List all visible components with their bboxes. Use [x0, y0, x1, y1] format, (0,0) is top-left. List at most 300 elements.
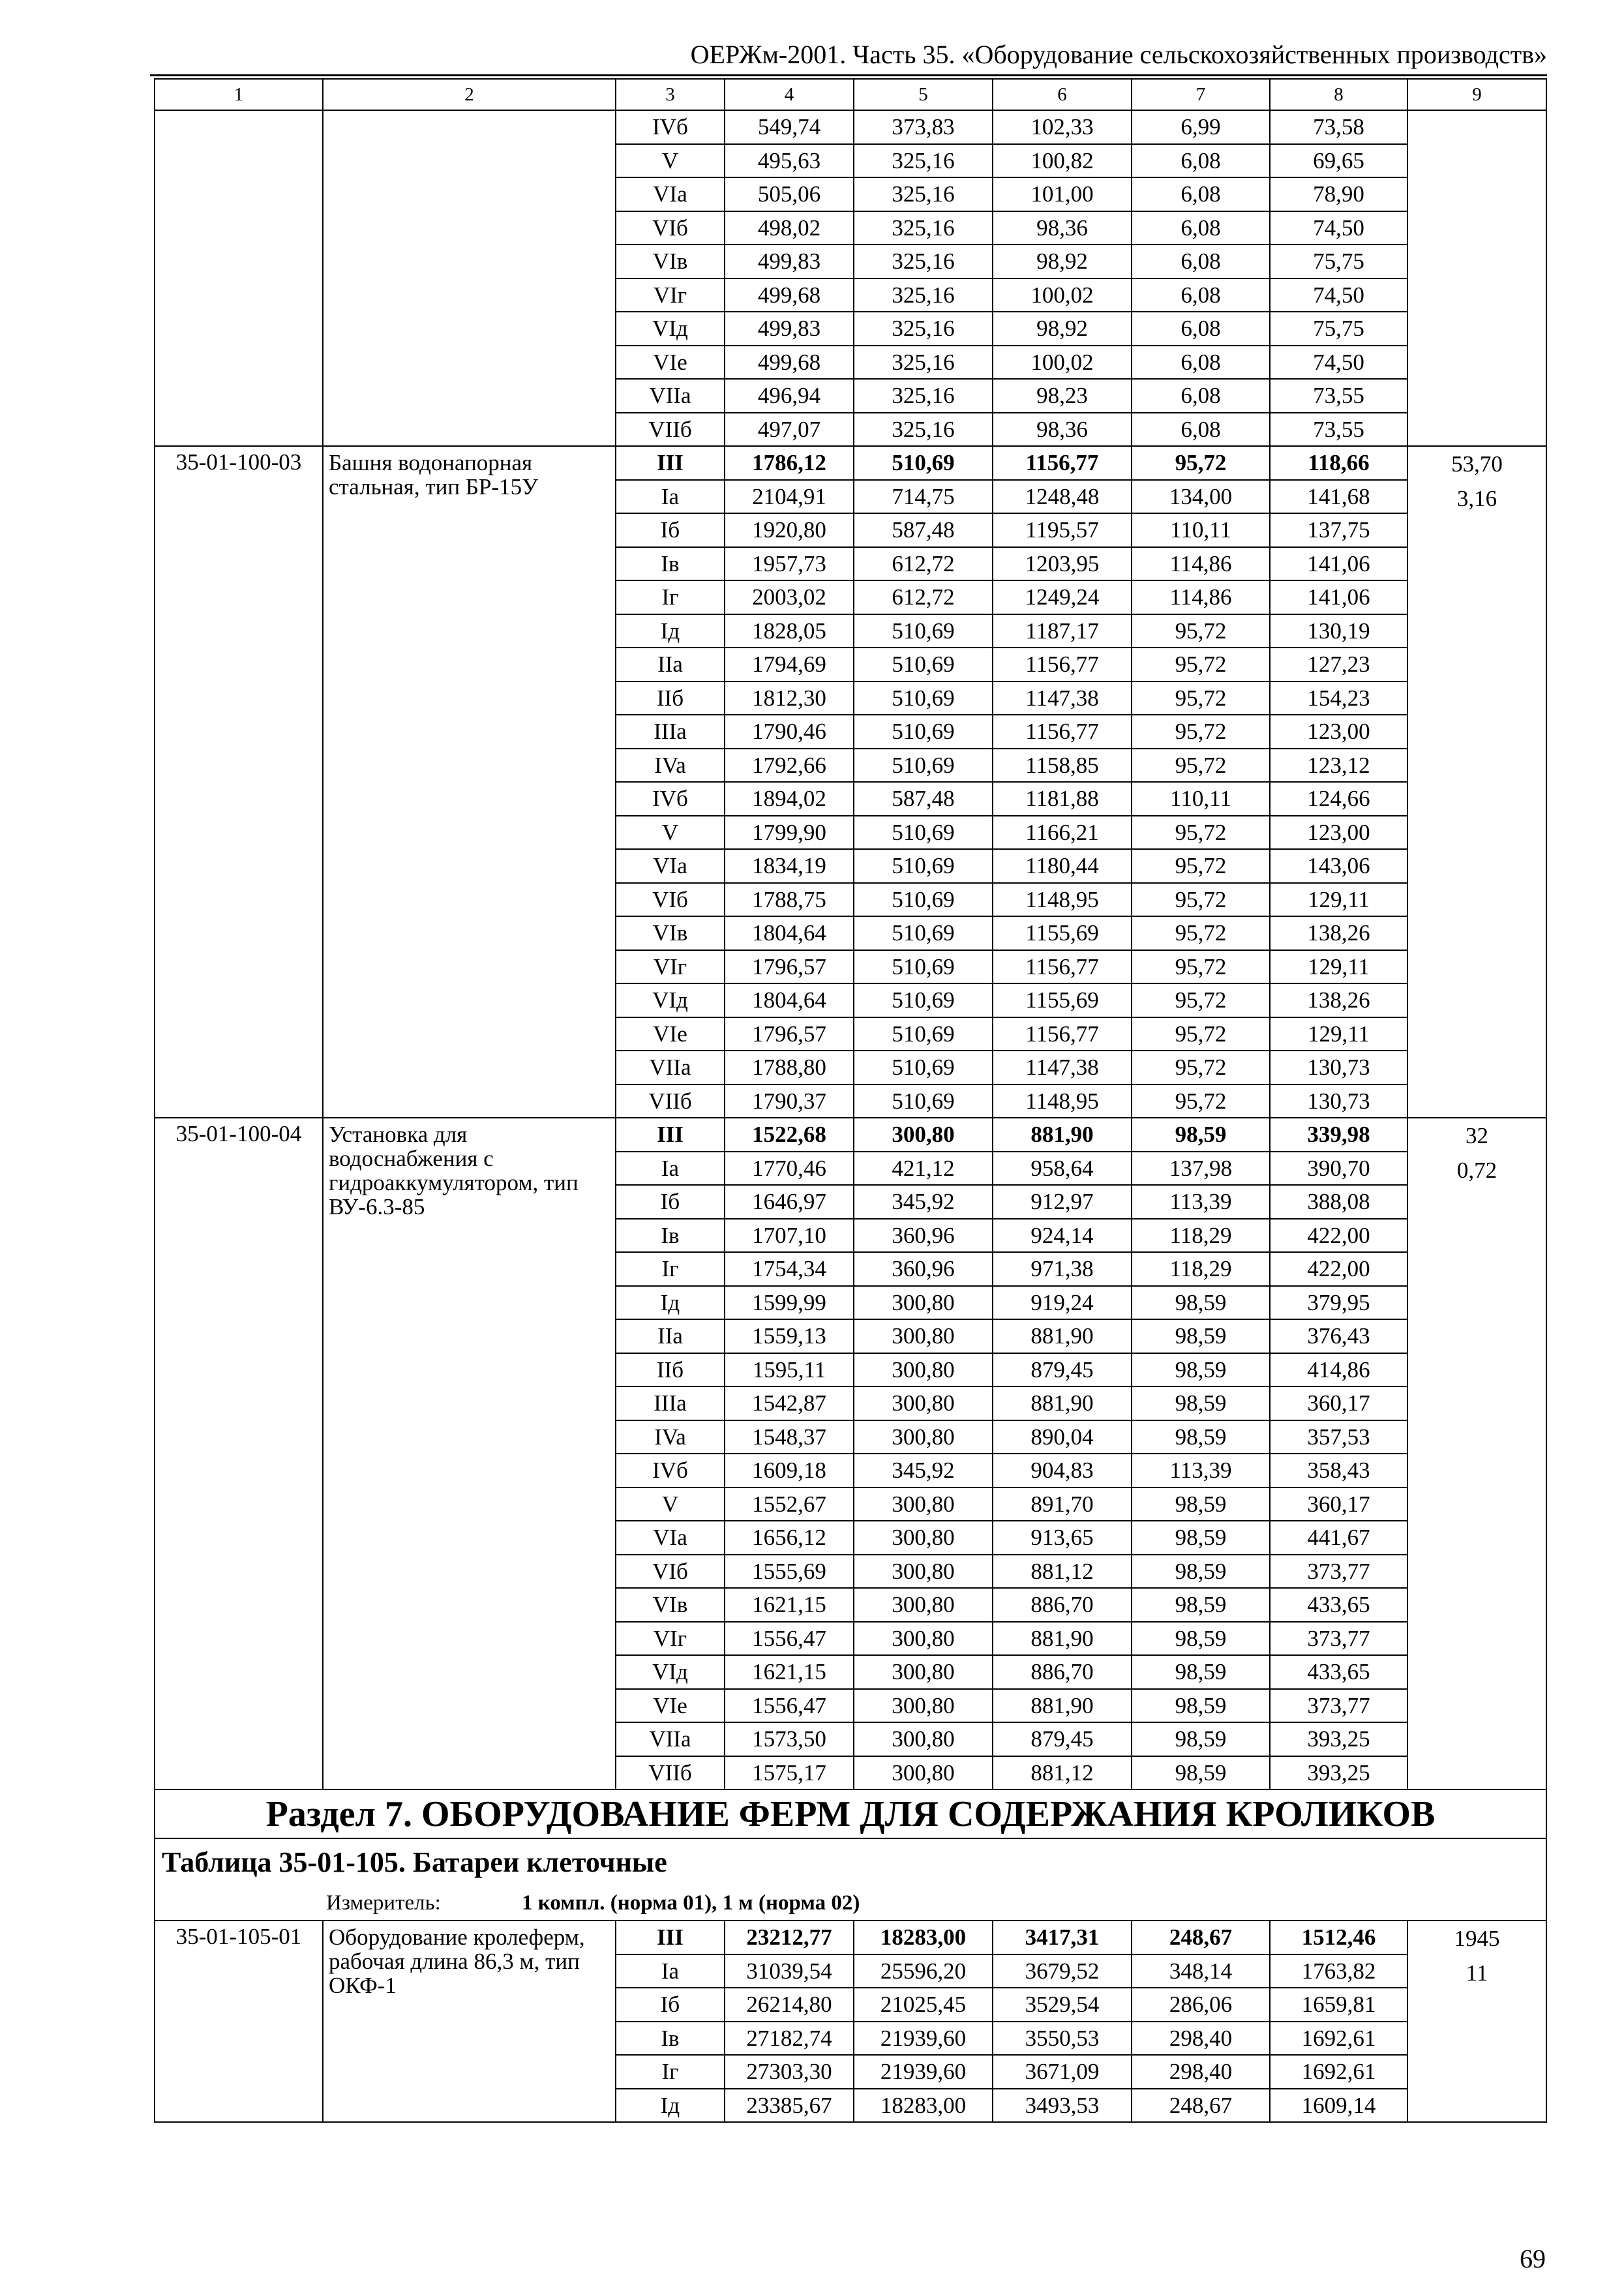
region-cell: Ia [616, 1152, 725, 1186]
item-name: Оборудование кролеферм, рабочая длина 86,3 м, тип ОКФ-1 [323, 1921, 616, 2122]
value-cell: 248,67 [1132, 1921, 1270, 1954]
value-cell: 134,00 [1132, 480, 1270, 514]
value-cell: 98,59 [1132, 1353, 1270, 1387]
value-cell: 433,65 [1270, 1588, 1407, 1622]
item-name: Установка для водоснабжения с гидроаккумулятором, тип ВУ-6.3-85 [323, 1118, 616, 1789]
value-cell: 98,36 [993, 211, 1132, 245]
value-cell: 1187,17 [993, 614, 1132, 648]
value-cell: 6,08 [1132, 346, 1270, 380]
value-cell: 129,11 [1270, 883, 1407, 917]
value-cell: 141,06 [1270, 580, 1407, 614]
value-cell: 123,00 [1270, 816, 1407, 850]
value-cell: 123,00 [1270, 715, 1407, 749]
region-cell: VIIб [616, 1756, 725, 1790]
value-cell: 300,80 [854, 1555, 993, 1589]
labor-cost-value: 32 [1466, 1123, 1488, 1148]
value-cell: 919,24 [993, 1286, 1132, 1320]
value-cell: 98,59 [1132, 1488, 1270, 1521]
value-cell: 3493,53 [993, 2089, 1132, 2123]
value-cell: 433,65 [1270, 1655, 1407, 1689]
value-cell: 879,45 [993, 1722, 1132, 1756]
region-cell: IVa [616, 1420, 725, 1454]
labor-cost-value: 53,70 [1451, 451, 1503, 477]
value-cell: 510,69 [854, 749, 993, 783]
value-cell: 881,90 [993, 1386, 1132, 1420]
value-cell: 248,67 [1132, 2089, 1270, 2123]
value-cell: 124,66 [1270, 782, 1407, 816]
value-cell: 300,80 [854, 1588, 993, 1622]
value-cell: 1796,57 [725, 1017, 854, 1051]
value-cell: 95,72 [1132, 681, 1270, 715]
region-cell: VIIб [616, 413, 725, 447]
value-cell: 496,94 [725, 379, 854, 413]
value-cell: 904,83 [993, 1454, 1132, 1488]
value-cell: 98,59 [1132, 1622, 1270, 1656]
region-cell: VIб [616, 883, 725, 917]
value-cell: 1920,80 [725, 513, 854, 547]
value-cell: 510,69 [854, 983, 993, 1017]
region-cell: IIIa [616, 1386, 725, 1420]
value-cell: 102,33 [993, 110, 1132, 144]
value-cell: 612,72 [854, 580, 993, 614]
section-row [155, 1789, 1546, 1838]
value-cell: 129,11 [1270, 950, 1407, 984]
value-cell: 881,12 [993, 1756, 1132, 1790]
region-cell: VIв [616, 916, 725, 950]
region-cell: IIб [616, 1353, 725, 1387]
region-cell: VIб [616, 1555, 725, 1589]
value-cell: 137,75 [1270, 513, 1407, 547]
labor-cost-value: 1945 [1454, 1926, 1500, 1951]
value-cell: 6,08 [1132, 278, 1270, 312]
value-cell: 587,48 [854, 782, 993, 816]
region-cell: Iб [616, 1988, 725, 2022]
value-cell: 300,80 [854, 1319, 993, 1353]
column-number: 6 [993, 79, 1132, 110]
value-cell: 881,90 [993, 1622, 1132, 1656]
value-cell: 388,08 [1270, 1185, 1407, 1219]
value-cell: 73,55 [1270, 413, 1407, 447]
value-cell: 890,04 [993, 1420, 1132, 1454]
value-cell: 1796,57 [725, 950, 854, 984]
labor-cost-sub: 11 [1466, 1960, 1488, 1986]
value-cell: 154,23 [1270, 681, 1407, 715]
value-cell: 3550,53 [993, 2022, 1132, 2056]
value-cell: 31039,54 [725, 1954, 854, 1988]
region-cell: Iв [616, 2022, 725, 2056]
value-cell: 1156,77 [993, 446, 1132, 480]
value-cell: 1555,69 [725, 1555, 854, 1589]
region-cell: IIa [616, 648, 725, 681]
value-cell: 325,16 [854, 245, 993, 278]
region-cell: IIб [616, 681, 725, 715]
region-cell: VIIa [616, 1051, 725, 1085]
value-cell: 98,59 [1132, 1386, 1270, 1420]
value-cell: 1249,24 [993, 580, 1132, 614]
value-cell: 510,69 [854, 816, 993, 850]
value-cell: 325,16 [854, 379, 993, 413]
value-cell: 98,59 [1132, 1588, 1270, 1622]
value-cell: 510,69 [854, 614, 993, 648]
value-cell: 376,43 [1270, 1319, 1407, 1353]
value-cell: 95,72 [1132, 715, 1270, 749]
value-cell: 3529,54 [993, 1988, 1132, 2022]
value-cell: 1763,82 [1270, 1954, 1407, 1988]
region-cell: Iд [616, 1286, 725, 1320]
value-cell: 95,72 [1132, 1017, 1270, 1051]
value-cell: 3679,52 [993, 1954, 1132, 1988]
value-cell: 1828,05 [725, 614, 854, 648]
region-cell: VIг [616, 278, 725, 312]
value-cell: 510,69 [854, 648, 993, 681]
value-cell: 393,25 [1270, 1756, 1407, 1790]
value-cell: 98,59 [1132, 1756, 1270, 1790]
value-cell: 373,77 [1270, 1689, 1407, 1723]
value-cell: 110,11 [1132, 782, 1270, 816]
value-cell: 1646,97 [725, 1185, 854, 1219]
region-cell: III [616, 1118, 725, 1152]
value-cell: 390,70 [1270, 1152, 1407, 1186]
value-cell: 499,68 [725, 346, 854, 380]
value-cell: 118,29 [1132, 1252, 1270, 1286]
value-cell: 27303,30 [725, 2055, 854, 2089]
value-cell: 886,70 [993, 1655, 1132, 1689]
region-cell: Iв [616, 547, 725, 581]
value-cell: 100,02 [993, 278, 1132, 312]
value-cell: 360,17 [1270, 1488, 1407, 1521]
region-cell: VIв [616, 245, 725, 278]
value-cell: 345,92 [854, 1454, 993, 1488]
table-row [155, 1921, 1546, 1954]
region-cell: Iв [616, 1219, 725, 1253]
value-cell: 971,38 [993, 1252, 1132, 1286]
value-cell: 510,69 [854, 1017, 993, 1051]
value-cell: 6,99 [1132, 110, 1270, 144]
value-cell: 2104,91 [725, 480, 854, 514]
value-cell: 505,06 [725, 177, 854, 211]
column-number: 4 [725, 79, 854, 110]
region-cell: V [616, 144, 725, 178]
value-cell: 325,16 [854, 144, 993, 178]
value-cell: 1621,15 [725, 1655, 854, 1689]
value-cell: 393,25 [1270, 1722, 1407, 1756]
value-cell: 510,69 [854, 916, 993, 950]
value-cell: 98,59 [1132, 1655, 1270, 1689]
value-cell: 510,69 [854, 681, 993, 715]
value-cell: 414,86 [1270, 1353, 1407, 1387]
value-cell: 300,80 [854, 1689, 993, 1723]
column-number: 5 [854, 79, 993, 110]
value-cell: 1754,34 [725, 1252, 854, 1286]
header-title: ОЕРЖм-2001. Часть 35. «Оборудование сельскохозяйственных производств» [690, 40, 1547, 69]
value-cell: 1575,17 [725, 1756, 854, 1790]
value-cell: 1788,75 [725, 883, 854, 917]
value-cell: 360,96 [854, 1219, 993, 1253]
value-cell: 300,80 [854, 1521, 993, 1555]
column-number: 9 [1407, 79, 1546, 110]
value-cell: 98,36 [993, 413, 1132, 447]
value-cell: 1656,12 [725, 1521, 854, 1555]
value-cell: 98,59 [1132, 1286, 1270, 1320]
value-cell: 26214,80 [725, 1988, 854, 2022]
value-cell: 21939,60 [854, 2055, 993, 2089]
value-cell: 143,06 [1270, 849, 1407, 883]
value-cell: 298,40 [1132, 2022, 1270, 2056]
table-row [155, 1118, 1546, 1152]
value-cell: 325,16 [854, 177, 993, 211]
region-cell: VIe [616, 346, 725, 380]
value-cell: 27182,74 [725, 2022, 854, 2056]
value-cell: 958,64 [993, 1152, 1132, 1186]
value-cell: 21939,60 [854, 2022, 993, 2056]
value-cell: 499,83 [725, 312, 854, 346]
value-cell: 138,26 [1270, 983, 1407, 1017]
value-cell: 101,00 [993, 177, 1132, 211]
value-cell: 612,72 [854, 547, 993, 581]
value-cell: 348,14 [1132, 1954, 1270, 1988]
value-cell: 510,69 [854, 883, 993, 917]
value-cell: 6,08 [1132, 245, 1270, 278]
region-cell: Iд [616, 614, 725, 648]
continuation-code-cell [155, 110, 323, 446]
value-cell: 100,02 [993, 346, 1132, 380]
value-cell: 1181,88 [993, 782, 1132, 816]
value-cell: 1248,48 [993, 480, 1132, 514]
value-cell: 6,08 [1132, 144, 1270, 178]
value-cell: 497,07 [725, 413, 854, 447]
value-cell: 6,08 [1132, 312, 1270, 346]
region-cell: VIIб [616, 1085, 725, 1118]
value-cell: 1559,13 [725, 1319, 854, 1353]
value-cell: 127,23 [1270, 648, 1407, 681]
value-cell: 6,08 [1132, 379, 1270, 413]
value-cell: 339,98 [1270, 1118, 1407, 1152]
region-cell: VIг [616, 950, 725, 984]
item-code: 35-01-100-03 [155, 446, 323, 1118]
column-number: 1 [155, 79, 323, 110]
region-cell: VIв [616, 1588, 725, 1622]
value-cell: 75,75 [1270, 245, 1407, 278]
region-cell: Iг [616, 2055, 725, 2089]
value-cell: 373,77 [1270, 1622, 1407, 1656]
value-cell: 6,08 [1132, 177, 1270, 211]
value-cell: 21025,45 [854, 1988, 993, 2022]
value-cell: 141,06 [1270, 547, 1407, 581]
value-cell: 1707,10 [725, 1219, 854, 1253]
value-cell: 1156,77 [993, 1017, 1132, 1051]
region-cell: VIд [616, 312, 725, 346]
value-cell: 510,69 [854, 1051, 993, 1085]
value-cell: 881,12 [993, 1555, 1132, 1589]
value-cell: 98,59 [1132, 1118, 1270, 1152]
region-cell: V [616, 816, 725, 850]
value-cell: 1692,61 [1270, 2022, 1407, 2056]
value-cell: 95,72 [1132, 849, 1270, 883]
value-cell: 130,73 [1270, 1085, 1407, 1118]
value-cell: 879,45 [993, 1353, 1132, 1387]
value-cell: 587,48 [854, 513, 993, 547]
value-cell: 130,73 [1270, 1051, 1407, 1085]
value-cell: 1790,37 [725, 1085, 854, 1118]
value-cell: 129,11 [1270, 1017, 1407, 1051]
region-cell: Iб [616, 513, 725, 547]
value-cell: 1203,95 [993, 547, 1132, 581]
labor-cost-sub: 0,72 [1456, 1158, 1497, 1183]
value-cell: 23385,67 [725, 2089, 854, 2123]
table-body [155, 79, 1546, 2122]
value-cell: 881,90 [993, 1118, 1132, 1152]
value-cell: 510,69 [854, 849, 993, 883]
value-cell: 1166,21 [993, 816, 1132, 850]
value-cell: 141,68 [1270, 480, 1407, 514]
region-cell: VIe [616, 1689, 725, 1723]
value-cell: 6,08 [1132, 413, 1270, 447]
value-cell: 1799,90 [725, 816, 854, 850]
value-cell: 325,16 [854, 312, 993, 346]
value-cell: 360,96 [854, 1252, 993, 1286]
price-table [154, 78, 1547, 2123]
labor-cost-cell [1407, 446, 1546, 1118]
item-name: Башня водонапорная стальная, тип БР-15У [323, 446, 616, 1118]
value-cell: 325,16 [854, 278, 993, 312]
value-cell: 1834,19 [725, 849, 854, 883]
column-number: 7 [1132, 79, 1270, 110]
value-cell: 1692,61 [1270, 2055, 1407, 2089]
value-cell: 300,80 [854, 1118, 993, 1152]
region-cell: V [616, 1488, 725, 1521]
value-cell: 98,59 [1132, 1555, 1270, 1589]
value-cell: 1556,47 [725, 1622, 854, 1656]
value-cell: 325,16 [854, 346, 993, 380]
value-cell: 422,00 [1270, 1219, 1407, 1253]
value-cell: 912,97 [993, 1185, 1132, 1219]
value-cell: 75,75 [1270, 312, 1407, 346]
value-cell: 924,14 [993, 1219, 1132, 1253]
value-cell: 74,50 [1270, 278, 1407, 312]
value-cell: 95,72 [1132, 1051, 1270, 1085]
region-cell: IIIa [616, 715, 725, 749]
region-cell: VIб [616, 211, 725, 245]
value-cell: 98,23 [993, 379, 1132, 413]
region-cell: IVб [616, 1454, 725, 1488]
value-cell: 95,72 [1132, 1085, 1270, 1118]
region-cell: IIa [616, 1319, 725, 1353]
value-cell: 98,59 [1132, 1689, 1270, 1723]
value-cell: 1804,64 [725, 916, 854, 950]
value-cell: 73,58 [1270, 110, 1407, 144]
page-header [150, 34, 1547, 76]
value-cell: 113,39 [1132, 1454, 1270, 1488]
value-cell: 1804,64 [725, 983, 854, 1017]
value-cell: 1770,46 [725, 1152, 854, 1186]
value-cell: 300,80 [854, 1488, 993, 1521]
value-cell: 1522,68 [725, 1118, 854, 1152]
value-cell: 95,72 [1132, 446, 1270, 480]
value-cell: 23212,77 [725, 1921, 854, 1954]
value-cell: 286,06 [1132, 1988, 1270, 2022]
value-cell: 913,65 [993, 1521, 1132, 1555]
column-number: 8 [1270, 79, 1407, 110]
section-title: Раздел 7. ОБОРУДОВАНИЕ ФЕРМ ДЛЯ СОДЕРЖАНИЯ КРОЛИКОВ [155, 1789, 1546, 1838]
value-cell: 95,72 [1132, 749, 1270, 783]
value-cell: 95,72 [1132, 614, 1270, 648]
value-cell: 1180,44 [993, 849, 1132, 883]
value-cell: 422,00 [1270, 1252, 1407, 1286]
value-cell: 1609,14 [1270, 2089, 1407, 2123]
region-cell: Ia [616, 1954, 725, 1988]
value-cell: 421,12 [854, 1152, 993, 1186]
value-cell: 1599,99 [725, 1286, 854, 1320]
labor-cost-cell [1407, 1921, 1546, 2122]
value-cell: 325,16 [854, 413, 993, 447]
region-cell: Iг [616, 1252, 725, 1286]
value-cell: 1957,73 [725, 547, 854, 581]
value-cell: 98,92 [993, 245, 1132, 278]
value-cell: 510,69 [854, 950, 993, 984]
value-cell: 345,92 [854, 1185, 993, 1219]
value-cell: 113,39 [1132, 1185, 1270, 1219]
value-cell: 549,74 [725, 110, 854, 144]
value-cell: 495,63 [725, 144, 854, 178]
region-cell: VIa [616, 177, 725, 211]
value-cell: 1552,67 [725, 1488, 854, 1521]
value-cell: 95,72 [1132, 648, 1270, 681]
value-cell: 1195,57 [993, 513, 1132, 547]
value-cell: 1659,81 [1270, 1988, 1407, 2022]
value-cell: 510,69 [854, 1085, 993, 1118]
column-number: 3 [616, 79, 725, 110]
value-cell: 881,90 [993, 1689, 1132, 1723]
value-cell: 300,80 [854, 1353, 993, 1387]
value-cell: 98,59 [1132, 1319, 1270, 1353]
value-cell: 1155,69 [993, 916, 1132, 950]
value-cell: 98,92 [993, 312, 1132, 346]
item-code: 35-01-100-04 [155, 1118, 323, 1789]
value-cell: 1148,95 [993, 883, 1132, 917]
value-cell: 118,66 [1270, 446, 1407, 480]
value-cell: 3417,31 [993, 1921, 1132, 1954]
value-cell: 95,72 [1132, 916, 1270, 950]
value-cell: 123,12 [1270, 749, 1407, 783]
table-row [155, 110, 1546, 144]
value-cell: 1147,38 [993, 1051, 1132, 1085]
region-cell: VIa [616, 849, 725, 883]
value-cell: 300,80 [854, 1655, 993, 1689]
value-cell: 98,59 [1132, 1521, 1270, 1555]
value-cell: 1792,66 [725, 749, 854, 783]
measure-label: Измеритель: [326, 1891, 441, 1915]
value-cell: 3671,09 [993, 2055, 1132, 2089]
value-cell: 98,59 [1132, 1722, 1270, 1756]
region-cell: Iг [616, 580, 725, 614]
value-cell: 881,90 [993, 1319, 1132, 1353]
value-cell: 1147,38 [993, 681, 1132, 715]
region-cell: VIIa [616, 379, 725, 413]
value-cell: 2003,02 [725, 580, 854, 614]
value-cell: 1609,18 [725, 1454, 854, 1488]
value-cell: 95,72 [1132, 983, 1270, 1017]
value-cell: 510,69 [854, 446, 993, 480]
value-cell: 137,98 [1132, 1152, 1270, 1186]
value-cell: 1894,02 [725, 782, 854, 816]
value-cell: 1548,37 [725, 1420, 854, 1454]
value-cell: 25596,20 [854, 1954, 993, 1988]
measure-value: 1 компл. (норма 01), 1 м (норма 02) [522, 1891, 860, 1915]
value-cell: 498,02 [725, 211, 854, 245]
value-cell: 1512,46 [1270, 1921, 1407, 1954]
value-cell: 891,70 [993, 1488, 1132, 1521]
region-cell: VIa [616, 1521, 725, 1555]
